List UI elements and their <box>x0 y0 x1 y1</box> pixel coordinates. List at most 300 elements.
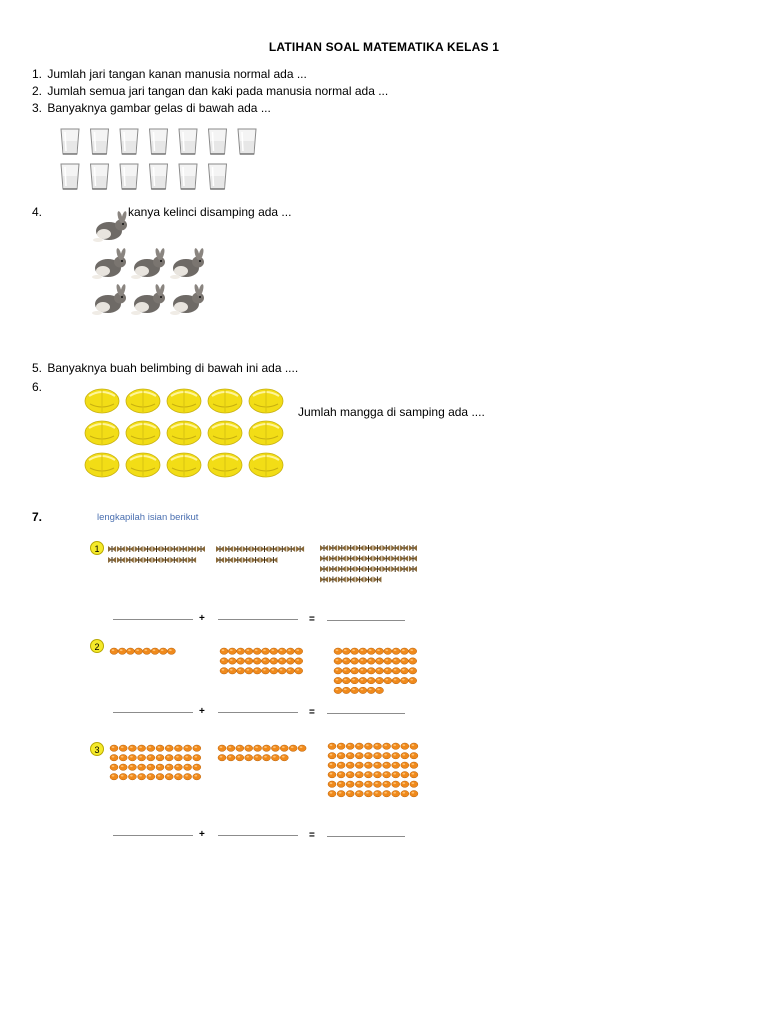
butterfly-icon <box>269 546 277 552</box>
orange-icon <box>410 772 418 778</box>
orange-icon <box>376 658 384 664</box>
glass-icon <box>209 164 227 189</box>
butterfly-icon <box>329 566 337 572</box>
butterfly-icon <box>347 545 355 551</box>
orange-icon <box>289 745 297 751</box>
glass-icon <box>120 129 138 154</box>
orange-icon <box>409 658 417 664</box>
orange-icon <box>245 755 253 761</box>
orange-icon <box>135 648 143 654</box>
orange-icon <box>400 648 408 654</box>
question-6-text: Jumlah mangga di samping ada .... <box>298 405 485 419</box>
question-text: Banyaknya gambar gelas di bawah ada ... <box>47 101 271 115</box>
butterfly-icon <box>347 566 355 572</box>
butterfly-icon <box>320 545 328 551</box>
glass-icon <box>179 164 197 189</box>
starfruit-icon <box>85 453 119 477</box>
orange-icon <box>286 648 294 654</box>
orange-icon <box>376 687 384 693</box>
orange-icon <box>346 762 354 768</box>
butterfly-icon <box>252 557 260 563</box>
orange-icon <box>355 762 363 768</box>
orange-icon <box>401 762 409 768</box>
butterfly-icon <box>234 546 242 552</box>
orange-icon <box>367 677 375 683</box>
butterfly-icon <box>373 577 381 583</box>
orange-icon <box>334 648 342 654</box>
orange-icon <box>355 781 363 787</box>
butterfly-icon <box>126 557 134 563</box>
orange-icon <box>351 687 359 693</box>
orange-icon <box>220 658 228 664</box>
butterfly-icon <box>409 556 417 562</box>
orange-icon <box>167 648 175 654</box>
orange-icon <box>359 677 367 683</box>
orange-icon <box>392 648 400 654</box>
orange-icon <box>280 755 288 761</box>
equals-sign: = <box>309 614 315 625</box>
glass-icon <box>238 129 256 154</box>
orange-icon <box>374 753 382 759</box>
orange-icon <box>342 658 350 664</box>
orange-icon <box>174 745 182 751</box>
orange-icon <box>355 753 363 759</box>
orange-icon <box>342 677 350 683</box>
butterfly-icon <box>320 556 328 562</box>
orange-icon <box>143 648 151 654</box>
starfruit-icon <box>85 421 119 445</box>
butterfly-icon <box>382 566 390 572</box>
butterfly-icon <box>347 577 355 583</box>
glass-icon <box>91 129 109 154</box>
orange-icon <box>245 658 253 664</box>
orange-icon <box>376 677 384 683</box>
orange-icon <box>270 658 278 664</box>
orange-icon <box>364 781 372 787</box>
butterfly-icon <box>188 546 196 552</box>
orange-icon <box>355 743 363 749</box>
butterfly-icon <box>108 546 116 552</box>
orange-icon <box>401 743 409 749</box>
orange-icon <box>156 745 164 751</box>
orange-icon <box>410 791 418 797</box>
question-number: 1. <box>32 67 43 81</box>
orange-icon <box>355 772 363 778</box>
orange-icon <box>184 774 192 780</box>
orange-icon <box>392 791 400 797</box>
starfruit-icon <box>167 421 201 445</box>
starfruit-icon <box>208 421 242 445</box>
orange-icon <box>237 668 245 674</box>
orange-icon <box>174 764 182 770</box>
butterfly-icon <box>117 557 125 563</box>
orange-icon <box>410 762 418 768</box>
orange-icon <box>334 687 342 693</box>
glass-icon <box>150 164 168 189</box>
orange-icon <box>165 745 173 751</box>
orange-icon <box>193 774 201 780</box>
butterfly-icon <box>409 566 417 572</box>
butterfly-icon <box>153 546 161 552</box>
orange-icon <box>384 677 392 683</box>
equals-sign: = <box>309 830 315 841</box>
rabbit-icon <box>92 248 126 279</box>
orange-icon <box>147 745 155 751</box>
orange-icon <box>228 658 236 664</box>
butterfly-icon <box>338 566 346 572</box>
starfruit-icon <box>85 389 119 413</box>
orange-icon <box>384 648 392 654</box>
butterfly-icon <box>382 545 390 551</box>
orange-icon <box>156 774 164 780</box>
exercise-3-badge: 3 <box>90 742 104 756</box>
orange-icon <box>237 648 245 654</box>
orange-icon <box>174 755 182 761</box>
orange-icon <box>236 745 244 751</box>
orange-icon <box>271 745 279 751</box>
butterfly-icon <box>329 577 337 583</box>
orange-icon <box>359 687 367 693</box>
orange-icon <box>409 677 417 683</box>
orange-icon <box>295 658 303 664</box>
question-7-instruction: lengkapilah isian berikut <box>97 512 199 523</box>
plus-sign: + <box>199 706 205 717</box>
orange-icon <box>228 668 236 674</box>
orange-icon <box>401 791 409 797</box>
orange-icon <box>328 762 336 768</box>
orange-icon <box>367 648 375 654</box>
orange-icon <box>409 648 417 654</box>
starfruit-icon <box>249 453 283 477</box>
butterfly-icon <box>179 546 187 552</box>
orange-icon <box>367 687 375 693</box>
orange-icon <box>128 745 136 751</box>
page-title: LATIHAN SOAL MATEMATIKA KELAS 1 <box>268 40 500 54</box>
butterfly-icon <box>320 566 328 572</box>
orange-icon <box>228 648 236 654</box>
orange-icon <box>383 743 391 749</box>
orange-icon <box>262 658 270 664</box>
orange-icon <box>220 668 228 674</box>
orange-icon <box>359 648 367 654</box>
orange-icon <box>119 764 127 770</box>
orange-icon <box>383 772 391 778</box>
orange-icon <box>165 764 173 770</box>
orange-icon <box>126 648 134 654</box>
orange-icon <box>367 668 375 674</box>
butterfly-icon <box>170 546 178 552</box>
rabbit-icon <box>170 284 204 315</box>
orange-icon <box>364 743 372 749</box>
orange-icon <box>286 658 294 664</box>
question-text: Banyaknya buah belimbing di bawah ini ada .... <box>47 361 299 375</box>
orange-icon <box>119 745 127 751</box>
orange-icon <box>174 774 182 780</box>
starfruit-icon <box>167 389 201 413</box>
orange-icon <box>193 745 201 751</box>
orange-icon <box>193 755 201 761</box>
orange-icon <box>278 668 286 674</box>
butterfly-icon <box>161 557 169 563</box>
plus-sign: + <box>199 613 205 624</box>
butterfly-icon <box>356 577 364 583</box>
orange-icon <box>342 668 350 674</box>
butterfly-icon <box>225 557 233 563</box>
orange-icon <box>298 745 306 751</box>
orange-icon <box>337 772 345 778</box>
orange-icon <box>346 781 354 787</box>
orange-icon <box>193 764 201 770</box>
glass-icon <box>209 129 227 154</box>
butterfly-icon <box>365 545 373 551</box>
butterfly-icon <box>243 546 251 552</box>
orange-icon <box>119 755 127 761</box>
orange-icon <box>110 764 118 770</box>
orange-icon <box>334 677 342 683</box>
butterfly-icon <box>117 546 125 552</box>
orange-icon <box>400 658 408 664</box>
butterfly-icon <box>135 557 143 563</box>
starfruit-icon <box>208 389 242 413</box>
orange-icon <box>376 668 384 674</box>
orange-icon <box>156 755 164 761</box>
orange-icon <box>383 762 391 768</box>
orange-icon <box>374 772 382 778</box>
butterfly-icon <box>338 556 346 562</box>
orange-icon <box>156 764 164 770</box>
butterfly-icon <box>329 545 337 551</box>
question-number: 5. <box>32 361 43 375</box>
orange-icon <box>278 658 286 664</box>
butterfly-icon <box>278 546 286 552</box>
butterfly-icon <box>225 546 233 552</box>
starfruit-icon <box>249 389 283 413</box>
orange-icon <box>280 745 288 751</box>
orange-icon <box>392 658 400 664</box>
butterfly-icon <box>356 566 364 572</box>
glass-icon <box>61 164 79 189</box>
butterfly-icon <box>320 577 328 583</box>
orange-icon <box>184 764 192 770</box>
butterfly-icon <box>170 557 178 563</box>
butterfly-icon <box>135 546 143 552</box>
orange-icon <box>401 753 409 759</box>
orange-icon <box>270 668 278 674</box>
orange-icon <box>364 772 372 778</box>
butterfly-icon <box>108 557 116 563</box>
orange-icon <box>374 781 382 787</box>
orange-icon <box>355 791 363 797</box>
orange-icon <box>392 753 400 759</box>
orange-icon <box>263 755 271 761</box>
butterfly-icon <box>252 546 260 552</box>
butterfly-icon <box>338 577 346 583</box>
starfruit-icon <box>208 453 242 477</box>
butterfly-icon <box>329 556 337 562</box>
exercise-1-badge: 1 <box>90 541 104 555</box>
butterfly-icon <box>373 566 381 572</box>
orange-icon <box>328 743 336 749</box>
orange-icon <box>337 743 345 749</box>
orange-icon <box>392 677 400 683</box>
glass-icon <box>91 164 109 189</box>
rabbit-icon <box>131 284 165 315</box>
exercise-2-badge: 2 <box>90 639 104 653</box>
orange-icon <box>401 772 409 778</box>
orange-icon <box>159 648 167 654</box>
orange-icon <box>184 755 192 761</box>
butterfly-icon <box>391 545 399 551</box>
plus-sign: + <box>199 829 205 840</box>
orange-icon <box>271 755 279 761</box>
orange-icon <box>328 772 336 778</box>
butterfly-icon <box>373 556 381 562</box>
orange-icon <box>262 668 270 674</box>
orange-icon <box>165 755 173 761</box>
butterfly-icon <box>216 557 224 563</box>
orange-icon <box>254 755 262 761</box>
butterfly-icon <box>373 545 381 551</box>
butterfly-icon <box>269 557 277 563</box>
butterfly-icon <box>243 557 251 563</box>
orange-icon <box>392 743 400 749</box>
orange-icon <box>227 755 235 761</box>
butterfly-icon <box>296 546 304 552</box>
orange-icon <box>374 791 382 797</box>
orange-icon <box>410 753 418 759</box>
butterfly-icon <box>161 546 169 552</box>
butterfly-icon <box>400 545 408 551</box>
orange-icon <box>359 658 367 664</box>
glass-icon <box>120 164 138 189</box>
butterfly-icon <box>197 546 205 552</box>
orange-icon <box>337 791 345 797</box>
question-7-number: 7. <box>32 510 43 524</box>
orange-icon <box>383 753 391 759</box>
butterfly-icon <box>144 557 152 563</box>
equals-sign: = <box>309 707 315 718</box>
orange-icon <box>346 772 354 778</box>
orange-icon <box>147 774 155 780</box>
butterfly-icon <box>356 556 364 562</box>
orange-icon <box>128 774 136 780</box>
rabbit-icon <box>170 248 204 279</box>
glass-icon <box>61 129 79 154</box>
orange-icon <box>138 764 146 770</box>
orange-icon <box>351 658 359 664</box>
orange-icon <box>138 745 146 751</box>
rabbit-icon <box>131 248 165 279</box>
orange-icon <box>384 668 392 674</box>
orange-icon <box>147 755 155 761</box>
orange-icon <box>147 764 155 770</box>
orange-icon <box>245 668 253 674</box>
orange-icon <box>128 764 136 770</box>
orange-icon <box>237 658 245 664</box>
butterfly-icon <box>188 557 196 563</box>
question-4-text: kanya kelinci disamping ada ... <box>128 205 292 219</box>
butterfly-icon <box>347 556 355 562</box>
orange-icon <box>253 648 261 654</box>
question-text: Jumlah jari tangan kanan manusia normal ada ... <box>47 67 307 81</box>
orange-icon <box>351 677 359 683</box>
orange-icon <box>110 774 118 780</box>
starfruit-icon <box>126 421 160 445</box>
orange-icon <box>392 781 400 787</box>
orange-icon <box>286 668 294 674</box>
orange-icon <box>346 753 354 759</box>
question-number: 2. <box>32 84 43 98</box>
butterfly-icon <box>338 545 346 551</box>
rabbit-icon <box>93 211 127 242</box>
orange-icon <box>236 755 244 761</box>
orange-icon <box>359 668 367 674</box>
butterfly-icon <box>261 546 269 552</box>
orange-icon <box>262 648 270 654</box>
orange-icon <box>253 668 261 674</box>
orange-icon <box>263 745 271 751</box>
orange-icon <box>328 791 336 797</box>
orange-icon <box>138 774 146 780</box>
butterfly-icon <box>365 566 373 572</box>
orange-icon <box>128 755 136 761</box>
orange-icon <box>392 668 400 674</box>
orange-icon <box>410 743 418 749</box>
question-6-number: 6. <box>32 380 43 394</box>
orange-icon <box>119 774 127 780</box>
butterfly-icon <box>216 546 224 552</box>
orange-icon <box>138 755 146 761</box>
question-4-number: 4. <box>32 205 43 219</box>
orange-icon <box>295 648 303 654</box>
butterfly-icon <box>409 545 417 551</box>
orange-icon <box>184 745 192 751</box>
orange-icon <box>410 781 418 787</box>
glass-icon <box>179 129 197 154</box>
orange-icon <box>364 753 372 759</box>
orange-icon <box>110 755 118 761</box>
orange-icon <box>110 745 118 751</box>
orange-icon <box>364 791 372 797</box>
orange-icon <box>409 668 417 674</box>
butterfly-icon <box>287 546 295 552</box>
butterfly-icon <box>400 566 408 572</box>
starfruit-icon <box>126 389 160 413</box>
orange-icon <box>400 668 408 674</box>
orange-icon <box>218 755 226 761</box>
butterfly-icon <box>391 566 399 572</box>
orange-icon <box>328 753 336 759</box>
orange-icon <box>110 648 118 654</box>
orange-icon <box>364 762 372 768</box>
rabbit-icon <box>92 284 126 315</box>
orange-icon <box>374 762 382 768</box>
question-text: Jumlah semua jari tangan dan kaki pada manusia normal ada ... <box>47 84 389 98</box>
butterfly-icon <box>365 556 373 562</box>
orange-icon <box>374 743 382 749</box>
orange-icon <box>218 745 226 751</box>
orange-icon <box>245 648 253 654</box>
orange-icon <box>334 658 342 664</box>
orange-icon <box>392 772 400 778</box>
butterfly-icon <box>400 556 408 562</box>
orange-icon <box>253 658 261 664</box>
orange-icon <box>165 774 173 780</box>
orange-icon <box>383 781 391 787</box>
orange-icon <box>342 687 350 693</box>
orange-icon <box>227 745 235 751</box>
orange-icon <box>346 791 354 797</box>
